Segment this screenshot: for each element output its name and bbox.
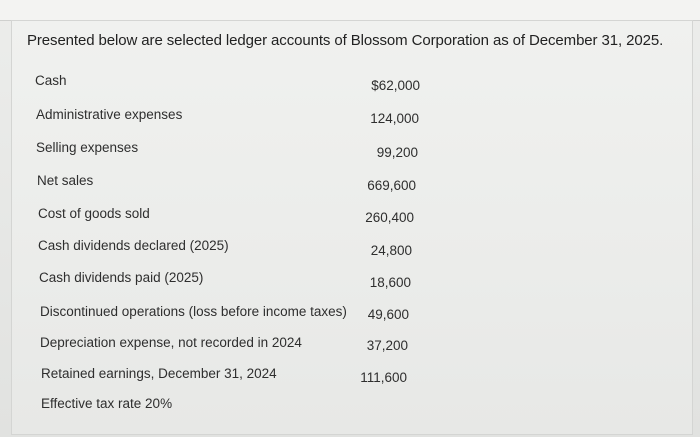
ledger-value-cost-of-goods-sold: 260,400 (365, 210, 414, 225)
ledger-value-cash-dividends-paid: 18,600 (369, 275, 411, 290)
ledger-label-discontinued-operations: Discontinued operations (loss before income taxes) (40, 304, 347, 319)
ledger-value-selling-expenses: 99,200 (376, 145, 418, 160)
intro-text: Presented below are selected ledger accounts of Blossom Corporation as of December 31, 2025. (27, 32, 664, 49)
top-card-edge (0, 0, 700, 21)
ledger-value-discontinued-operations: 49,600 (367, 307, 409, 322)
ledger-value-administrative-expenses: 124,000 (370, 111, 419, 126)
ledger-value-depreciation-expense: 37,200 (366, 338, 408, 353)
ledger-label-cash-dividends-paid: Cash dividends paid (2025) (39, 270, 204, 285)
ledger-label-cost-of-goods-sold: Cost of goods sold (38, 206, 150, 221)
ledger-label-administrative-expenses: Administrative expenses (36, 107, 183, 122)
ledger-label-cash-dividends-declared: Cash dividends declared (2025) (38, 238, 229, 253)
ledger-label-net-sales: Net sales (37, 173, 94, 188)
ledger-label-selling-expenses: Selling expenses (36, 140, 139, 155)
ledger-value-cash: $62,000 (371, 78, 420, 93)
ledger-label-depreciation-expense: Depreciation expense, not recorded in 2024 (40, 335, 302, 350)
ledger-value-cash-dividends-declared: 24,800 (370, 243, 412, 258)
ledger-value-net-sales: 669,600 (367, 178, 416, 193)
ledger-label-cash: Cash (35, 73, 67, 88)
ledger-label-retained-earnings: Retained earnings, December 31, 2024 (41, 366, 277, 381)
ledger-label-effective-tax-rate: Effective tax rate 20% (41, 396, 173, 411)
ledger-value-retained-earnings: 111,600 (360, 370, 407, 385)
